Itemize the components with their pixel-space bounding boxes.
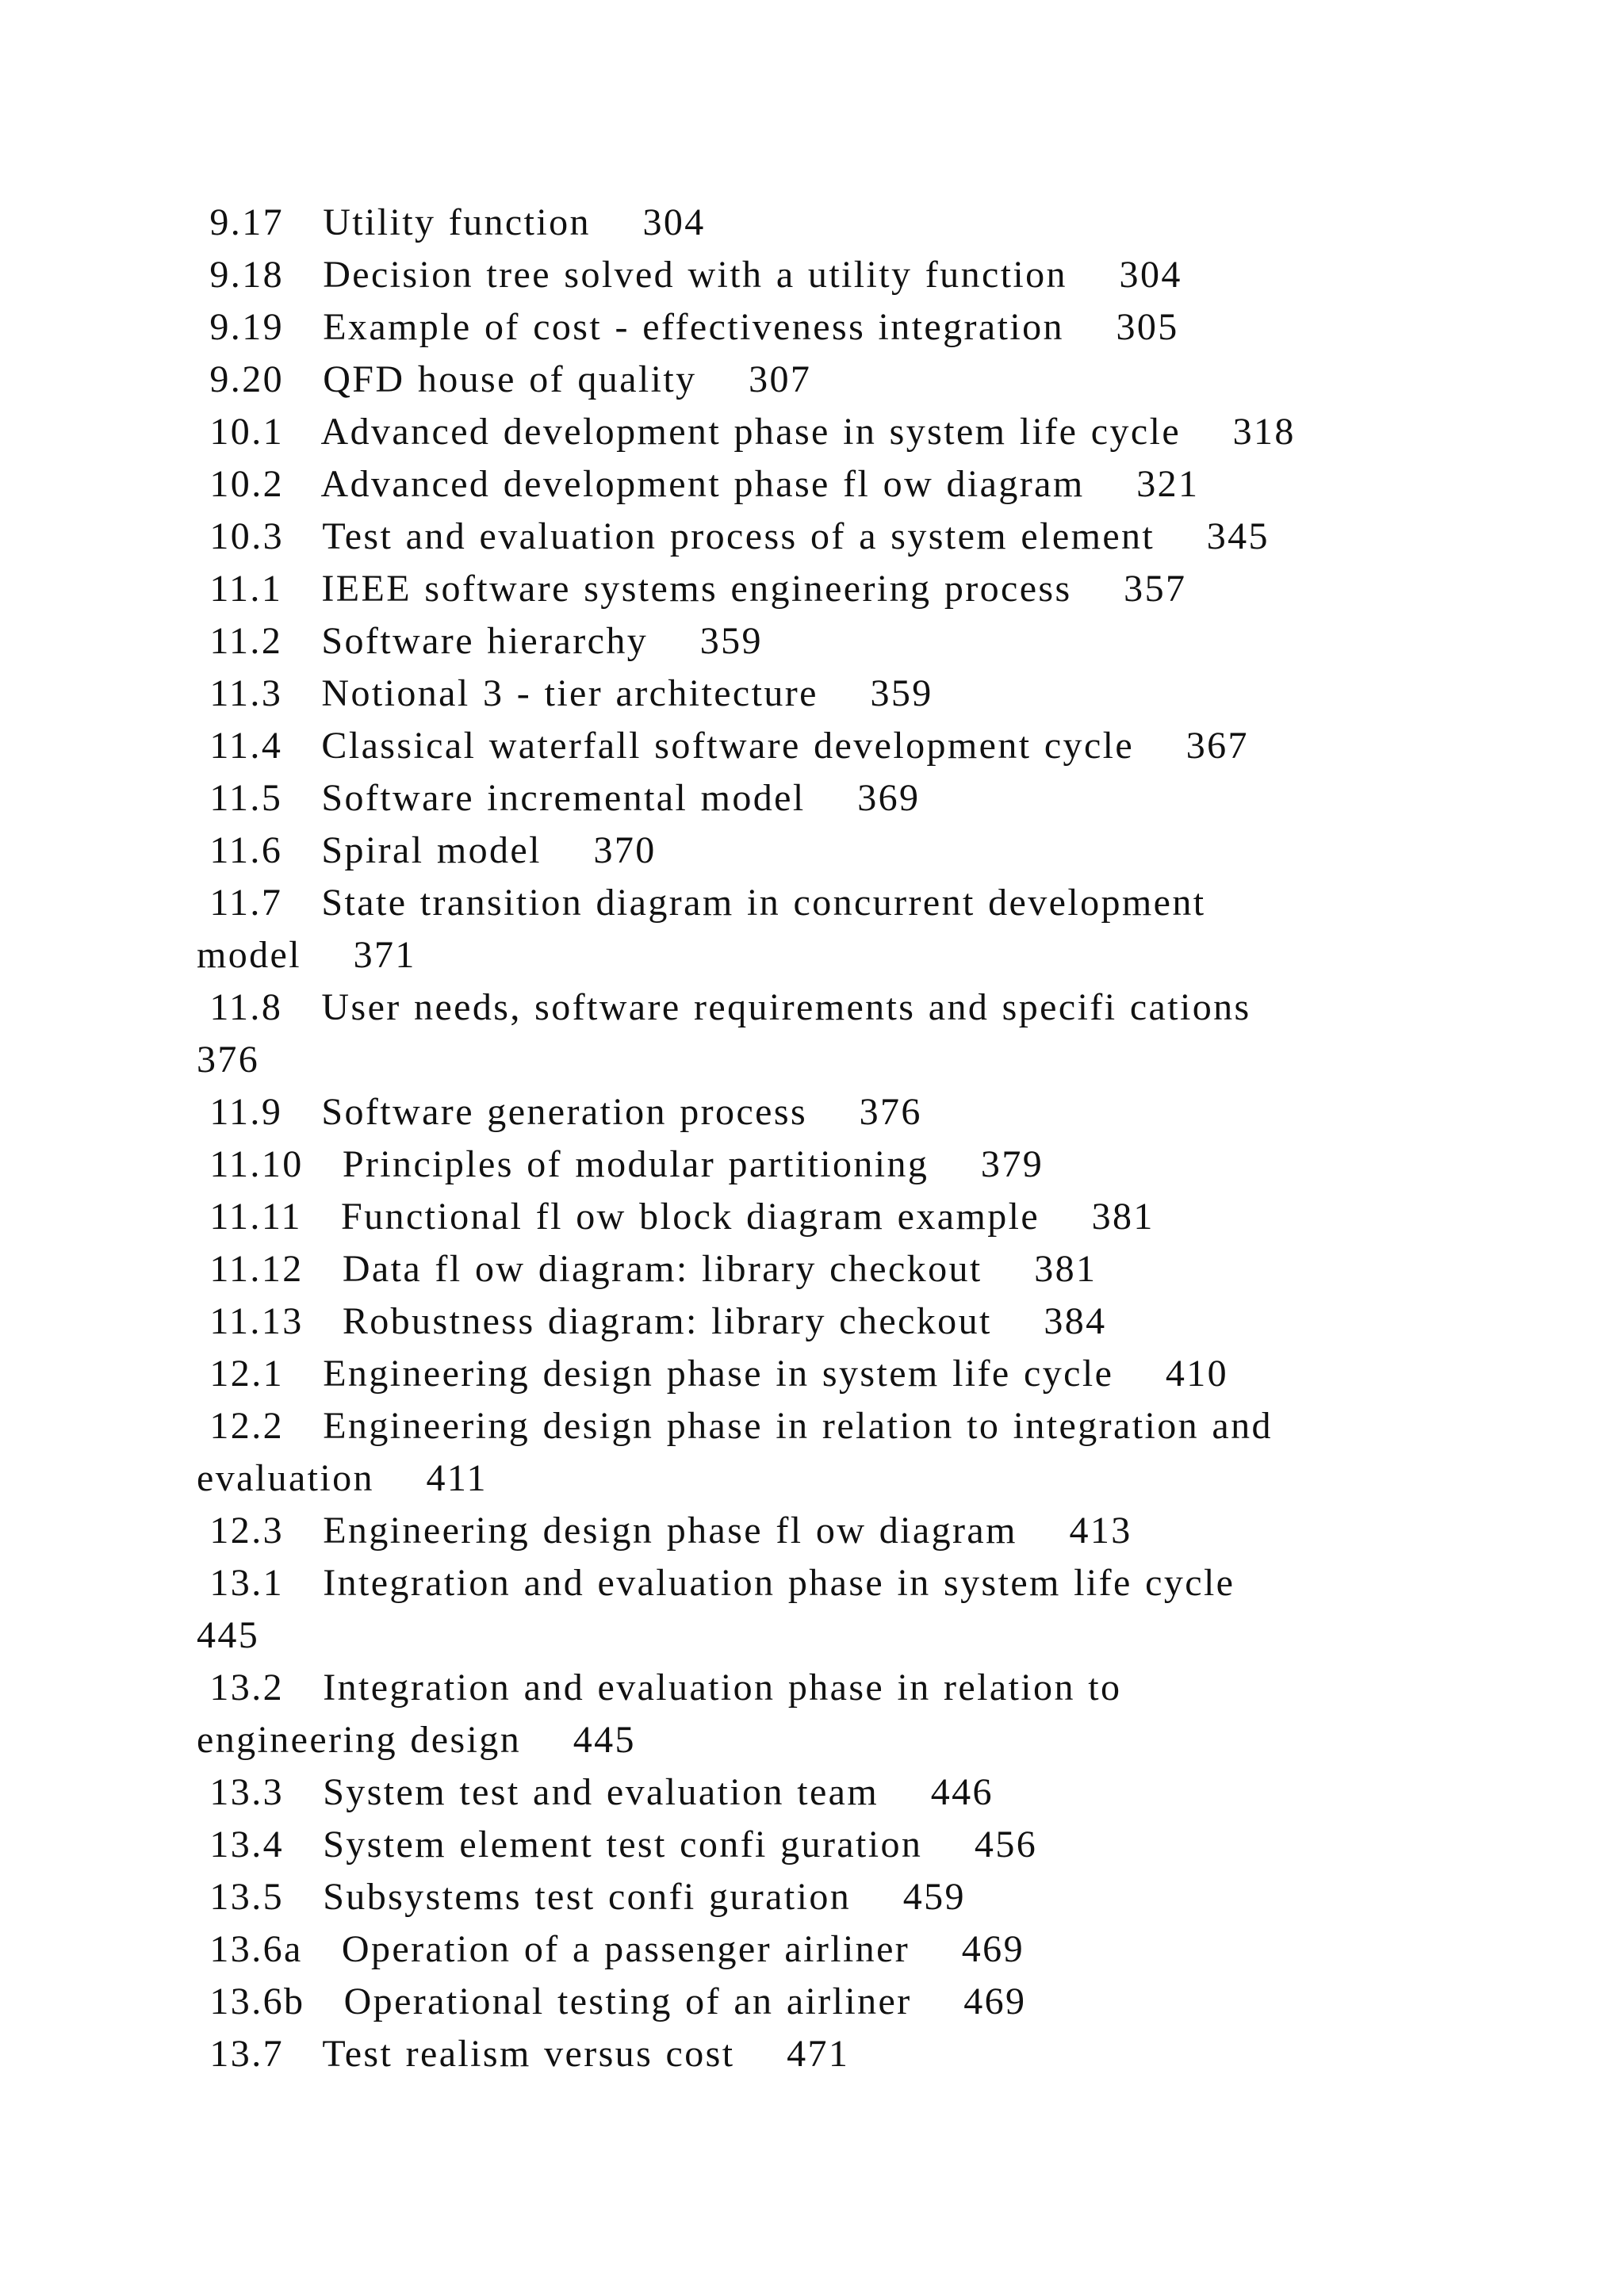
toc-line: 9.17 Utility function 304: [197, 201, 706, 243]
toc-line: 12.1 Engineering design phase in system life cycle 410: [197, 1353, 1229, 1395]
toc-line: 11.4 Classical waterfall software development cycle 367: [197, 725, 1249, 767]
toc-line: 11.9 Software generation process 376: [197, 1091, 922, 1133]
toc-line: 13.6a Operation of a passenger airliner 469: [197, 1928, 1025, 1970]
toc-line: 11.1 IEEE software systems engineering process 357: [197, 568, 1187, 610]
toc-line: 11.11 Functional fl ow block diagram example 381: [197, 1196, 1155, 1238]
toc-line: 11.5 Software incremental model 369: [197, 777, 921, 819]
toc-line: 12.3 Engineering design phase fl ow diagram 413: [197, 1510, 1132, 1552]
toc-line: 10.2 Advanced development phase fl ow diagram 321: [197, 463, 1200, 505]
toc-line: 11.3 Notional 3 - tier architecture 359: [197, 672, 933, 714]
toc-line: 11.7 State transition diagram in concurrent development: [197, 882, 1206, 924]
list-of-figures: [197, 197, 1434, 2080]
toc-line-continuation: engineering design 445: [197, 1719, 636, 1761]
toc-line: 13.6b Operational testing of an airliner 469: [197, 1980, 1027, 2022]
toc-line: 12.2 Engineering design phase in relation to integration and: [197, 1405, 1273, 1447]
toc-line: 13.2 Integration and evaluation phase in relation to: [197, 1667, 1122, 1709]
toc-line: 13.3 System test and evaluation team 446: [197, 1771, 994, 1813]
toc-line: 9.20 QFD house of quality 307: [197, 358, 812, 400]
toc-line: 13.5 Subsystems test confi guration 459: [197, 1876, 966, 1918]
toc-line: 11.2 Software hierarchy 359: [197, 620, 763, 662]
toc-line: 10.1 Advanced development phase in system life cycle 318: [197, 411, 1296, 453]
toc-line-continuation: model 371: [197, 934, 416, 976]
toc-line-continuation: 445: [197, 1614, 260, 1656]
toc-line: 9.19 Example of cost - effectiveness integration 305: [197, 306, 1179, 348]
toc-line: 11.8 User needs, software requirements and specifi cations: [197, 986, 1251, 1028]
toc-line: 11.12 Data fl ow diagram: library checkout 381: [197, 1248, 1097, 1290]
toc-line: 9.18 Decision tree solved with a utility function 304: [197, 254, 1182, 296]
toc-line: 13.4 System element test confi guration 456: [197, 1823, 1038, 1866]
toc-line: 13.7 Test realism versus cost 471: [197, 2033, 850, 2075]
toc-line: 11.6 Spiral model 370: [197, 829, 657, 871]
toc-line: 13.1 Integration and evaluation phase in system life cycle: [197, 1562, 1235, 1604]
toc-line-continuation: 376: [197, 1039, 260, 1081]
toc-line: 11.13 Robustness diagram: library checkout 384: [197, 1300, 1107, 1342]
toc-line-continuation: evaluation 411: [197, 1457, 488, 1499]
toc-line: 10.3 Test and evaluation process of a system element 345: [197, 515, 1270, 557]
toc-line: 11.10 Principles of modular partitioning 379: [197, 1143, 1044, 1185]
